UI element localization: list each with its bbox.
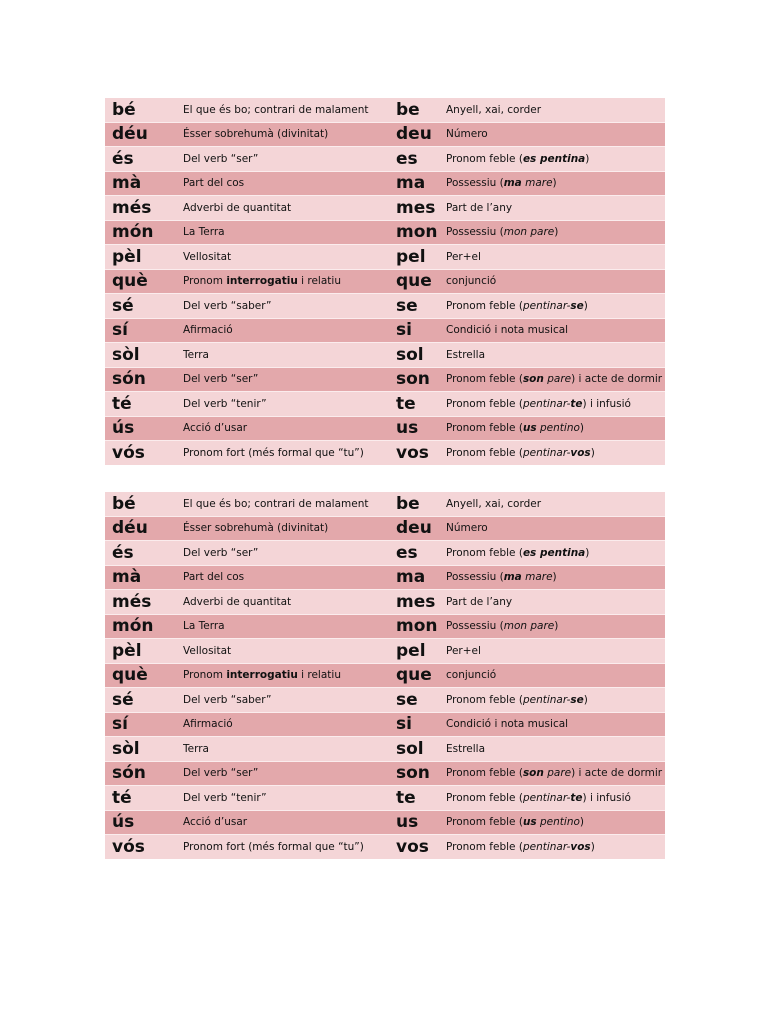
definition-segment: Del verb “ser” bbox=[183, 152, 259, 165]
definition-segment: ) bbox=[590, 840, 595, 853]
definition-segment: El que és bo; contrari de malament bbox=[183, 103, 369, 116]
definition-segment: es pentina bbox=[522, 546, 586, 559]
definition-segment: Pronom feble ( bbox=[446, 767, 523, 780]
definition-segment: son bbox=[522, 767, 544, 780]
unaccented-word-definition bbox=[446, 196, 665, 221]
accented-word-definition bbox=[183, 392, 390, 417]
accented-word: déu bbox=[105, 122, 183, 147]
definition-segment bbox=[523, 547, 585, 559]
definition-segment: ) bbox=[590, 446, 595, 459]
definition-segment: ) bbox=[585, 152, 590, 165]
accented-word-definition bbox=[183, 122, 390, 147]
unaccented-word: vos bbox=[390, 441, 446, 465]
definition-segment: Pronom fort (més formal que “tu”) bbox=[183, 446, 364, 459]
word-pairs-table-1 bbox=[105, 98, 665, 465]
definition-segment: Pronom feble ( bbox=[446, 816, 523, 829]
unaccented-word-definition bbox=[446, 639, 665, 664]
definition-segment: te bbox=[570, 791, 583, 804]
table-row bbox=[105, 220, 665, 245]
definition-segment: Pronom feble ( bbox=[446, 840, 523, 853]
definition-segment: Ésser sobrehumà (divinitat) bbox=[183, 522, 329, 535]
unaccented-word: se bbox=[390, 294, 446, 319]
definition-segment: Possessiu ( bbox=[446, 571, 504, 584]
accented-word: és bbox=[105, 541, 183, 566]
definition-segment: ) i acte de dormir bbox=[571, 767, 663, 780]
unaccented-word: mon bbox=[390, 220, 446, 245]
definition-segment: Adverbi de quantitat bbox=[183, 595, 292, 608]
definition-segment: Pronom feble ( bbox=[446, 446, 523, 459]
unaccented-word: ma bbox=[390, 171, 446, 196]
unaccented-word: es bbox=[390, 541, 446, 566]
unaccented-word: sol bbox=[390, 343, 446, 368]
unaccented-word-definition bbox=[446, 245, 665, 270]
unaccented-word-definition bbox=[446, 712, 665, 737]
definition-segment: interrogatiu bbox=[226, 275, 298, 288]
unaccented-word: se bbox=[390, 688, 446, 713]
accented-word: vós bbox=[105, 835, 183, 859]
definition-segment bbox=[504, 571, 522, 583]
unaccented-word: son bbox=[390, 367, 446, 392]
definition-segment: Per+el bbox=[446, 644, 481, 657]
definition-segment: Pronom feble ( bbox=[446, 299, 523, 312]
unaccented-word: pel bbox=[390, 245, 446, 270]
unaccented-word: us bbox=[390, 810, 446, 835]
accented-word: més bbox=[105, 196, 183, 221]
definition-segment: Pronom feble ( bbox=[446, 546, 523, 559]
unaccented-word-definition bbox=[446, 269, 665, 294]
table-row bbox=[105, 835, 665, 859]
definition-segment: Acció d’usar bbox=[183, 422, 248, 435]
definition-segment: vos bbox=[570, 446, 591, 459]
definition-segment: Possessiu ( bbox=[446, 226, 504, 239]
accented-word: bé bbox=[105, 492, 183, 516]
definition-segment: Condició i nota musical bbox=[446, 324, 569, 337]
definition-segment bbox=[570, 694, 583, 706]
unaccented-word: deu bbox=[390, 516, 446, 541]
unaccented-word-definition bbox=[446, 541, 665, 566]
definition-segment: Ésser sobrehumà (divinitat) bbox=[183, 128, 329, 141]
accented-word-definition bbox=[183, 492, 390, 516]
definition-segment: mare bbox=[521, 571, 553, 584]
accented-word: pèl bbox=[105, 245, 183, 270]
table-row bbox=[105, 663, 665, 688]
unaccented-word-definition bbox=[446, 416, 665, 441]
accented-word-definition bbox=[183, 294, 390, 319]
definition-segment: Pronom bbox=[183, 669, 227, 682]
table-row bbox=[105, 565, 665, 590]
definition-segment: Del verb “ser” bbox=[183, 373, 259, 386]
unaccented-word-definition bbox=[446, 122, 665, 147]
definition-segment: ) bbox=[583, 693, 588, 706]
table-row bbox=[105, 590, 665, 615]
definition-segment: Terra bbox=[183, 348, 209, 361]
definition-segment bbox=[570, 841, 590, 853]
definition-segment: La Terra bbox=[183, 620, 225, 633]
definition-segment: Possessiu ( bbox=[446, 177, 504, 190]
definition-segment: ) bbox=[552, 177, 557, 190]
definition-segment: ma bbox=[503, 571, 522, 584]
table-row bbox=[105, 441, 665, 465]
definition-segment: Pronom feble ( bbox=[446, 373, 523, 386]
accented-word-definition bbox=[183, 220, 390, 245]
definition-segment bbox=[570, 300, 583, 312]
accented-word: sòl bbox=[105, 343, 183, 368]
definition-segment: ) bbox=[579, 422, 585, 435]
unaccented-word: si bbox=[390, 712, 446, 737]
definition-segment: Condició i nota musical bbox=[446, 718, 569, 731]
table-row bbox=[105, 343, 665, 368]
definition-segment: Afirmació bbox=[183, 324, 233, 337]
unaccented-word-definition bbox=[446, 367, 665, 392]
unaccented-word-definition bbox=[446, 614, 665, 639]
accented-word: sé bbox=[105, 688, 183, 713]
definition-segment: Afirmació bbox=[183, 718, 233, 731]
unaccented-word: vos bbox=[390, 835, 446, 859]
definition-segment: Del verb “ser” bbox=[183, 767, 259, 780]
accented-word-definition bbox=[183, 318, 390, 343]
accented-word: pèl bbox=[105, 639, 183, 664]
unaccented-word: mes bbox=[390, 196, 446, 221]
unaccented-word: pel bbox=[390, 639, 446, 664]
table-row bbox=[105, 196, 665, 221]
unaccented-word: ma bbox=[390, 565, 446, 590]
definition-segment: Part de l’any bbox=[446, 201, 513, 214]
definition-segment: Del verb “saber” bbox=[183, 299, 272, 312]
accented-word-definition bbox=[183, 245, 390, 270]
accented-word-definition bbox=[183, 688, 390, 713]
table-row bbox=[105, 98, 665, 122]
unaccented-word: be bbox=[390, 492, 446, 516]
definition-segment: Pronom feble ( bbox=[446, 422, 523, 435]
accented-word: són bbox=[105, 761, 183, 786]
definition-segment bbox=[570, 792, 582, 804]
definition-segment: us bbox=[522, 816, 537, 829]
table-row bbox=[105, 147, 665, 172]
accented-word: mà bbox=[105, 565, 183, 590]
unaccented-word-definition bbox=[446, 171, 665, 196]
definition-segment: mon pare bbox=[503, 620, 555, 633]
unaccented-word-definition bbox=[446, 516, 665, 541]
definition-segment: ma bbox=[503, 177, 522, 190]
table-row bbox=[105, 245, 665, 270]
table-row bbox=[105, 761, 665, 786]
accented-word-definition bbox=[183, 196, 390, 221]
definition-segment: pare bbox=[543, 767, 572, 780]
definition-segment: son bbox=[522, 373, 544, 386]
definition-segment: Estrella bbox=[446, 742, 486, 755]
unaccented-word: que bbox=[390, 663, 446, 688]
definition-segment: Pronom bbox=[183, 275, 227, 288]
definition-segment: pare bbox=[543, 373, 572, 386]
unaccented-word-definition bbox=[446, 810, 665, 835]
accented-word-definition bbox=[183, 416, 390, 441]
accented-word-definition bbox=[183, 516, 390, 541]
definition-segment: ) bbox=[585, 546, 590, 559]
definition-segment: conjunció bbox=[446, 669, 497, 682]
unaccented-word: te bbox=[390, 392, 446, 417]
table-row bbox=[105, 318, 665, 343]
definition-segment: pentinar- bbox=[522, 693, 571, 706]
definition-segment: El que és bo; contrari de malament bbox=[183, 497, 369, 510]
definition-segment: Del verb “saber” bbox=[183, 693, 272, 706]
definition-segment: i relatiu bbox=[297, 669, 341, 682]
definition-segment: Vellositat bbox=[183, 644, 232, 657]
definition-segment: Pronom feble ( bbox=[446, 693, 523, 706]
unaccented-word: sol bbox=[390, 737, 446, 762]
unaccented-word-definition bbox=[446, 565, 665, 590]
definition-segment: Pronom feble ( bbox=[446, 152, 523, 165]
definition-segment: se bbox=[570, 693, 584, 706]
definition-segment: pentinar- bbox=[522, 791, 571, 804]
definition-segment: Vellositat bbox=[183, 250, 232, 263]
definition-segment: Part del cos bbox=[183, 571, 245, 584]
accented-word: són bbox=[105, 367, 183, 392]
definition-segment: Anyell, xai, corder bbox=[446, 497, 542, 510]
definition-segment: Part de l’any bbox=[446, 595, 513, 608]
definition-segment: Per+el bbox=[446, 250, 481, 263]
accented-word-definition bbox=[183, 663, 390, 688]
unaccented-word-definition bbox=[446, 392, 665, 417]
unaccented-word: deu bbox=[390, 122, 446, 147]
accented-word-definition bbox=[183, 639, 390, 664]
accented-word: ús bbox=[105, 416, 183, 441]
unaccented-word: be bbox=[390, 98, 446, 122]
definition-segment: ) i infusió bbox=[582, 791, 631, 804]
unaccented-word-definition bbox=[446, 220, 665, 245]
table-row bbox=[105, 737, 665, 762]
accented-word: sé bbox=[105, 294, 183, 319]
unaccented-word: son bbox=[390, 761, 446, 786]
definition-segment: ) i infusió bbox=[582, 397, 631, 410]
accented-word: món bbox=[105, 220, 183, 245]
definition-segment: Del verb “tenir” bbox=[183, 791, 267, 804]
unaccented-word-definition bbox=[446, 590, 665, 615]
definition-segment: ) bbox=[552, 571, 557, 584]
accented-word-definition bbox=[183, 441, 390, 465]
table-row bbox=[105, 269, 665, 294]
definition-segment: se bbox=[570, 299, 584, 312]
accented-word-definition bbox=[183, 614, 390, 639]
table-row bbox=[105, 541, 665, 566]
accented-word-definition bbox=[183, 810, 390, 835]
accented-word-definition bbox=[183, 367, 390, 392]
accented-word: mà bbox=[105, 171, 183, 196]
table-row bbox=[105, 516, 665, 541]
accented-word: és bbox=[105, 147, 183, 172]
accented-word-definition bbox=[183, 712, 390, 737]
accented-word-definition bbox=[183, 590, 390, 615]
accented-word: sí bbox=[105, 712, 183, 737]
accented-word: ús bbox=[105, 810, 183, 835]
accented-word: bé bbox=[105, 98, 183, 122]
definition-segment: Pronom fort (més formal que “tu”) bbox=[183, 840, 364, 853]
unaccented-word-definition bbox=[446, 441, 665, 465]
definition-segment: Part del cos bbox=[183, 177, 245, 190]
unaccented-word-definition bbox=[446, 786, 665, 811]
definition-segment bbox=[570, 398, 582, 410]
accented-word-definition bbox=[183, 98, 390, 122]
unaccented-word: si bbox=[390, 318, 446, 343]
accented-word: què bbox=[105, 663, 183, 688]
definition-segment: us bbox=[522, 422, 537, 435]
definition-segment: Anyell, xai, corder bbox=[446, 103, 542, 116]
definition-segment: pentino bbox=[536, 816, 580, 829]
definition-segment: es pentina bbox=[522, 152, 586, 165]
definition-segment: Possessiu ( bbox=[446, 620, 504, 633]
table-row bbox=[105, 122, 665, 147]
accented-word-definition bbox=[183, 786, 390, 811]
table-row bbox=[105, 688, 665, 713]
definition-segment bbox=[523, 373, 544, 385]
accented-word-definition bbox=[183, 147, 390, 172]
definition-segment bbox=[523, 422, 537, 434]
definition-segment: pentinar- bbox=[522, 446, 571, 459]
definition-segment: te bbox=[570, 397, 583, 410]
definition-segment: Del verb “tenir” bbox=[183, 397, 267, 410]
table-row bbox=[105, 367, 665, 392]
definition-segment: Terra bbox=[183, 742, 209, 755]
definition-segment: mare bbox=[521, 177, 553, 190]
definition-segment bbox=[570, 447, 590, 459]
table-row bbox=[105, 416, 665, 441]
definition-segment: pentino bbox=[536, 422, 580, 435]
accented-word: té bbox=[105, 392, 183, 417]
definition-segment: ) bbox=[583, 299, 588, 312]
unaccented-word-definition bbox=[446, 761, 665, 786]
table-row bbox=[105, 810, 665, 835]
unaccented-word-definition bbox=[446, 98, 665, 122]
definition-segment: pentinar- bbox=[522, 397, 571, 410]
unaccented-word: que bbox=[390, 269, 446, 294]
unaccented-word-definition bbox=[446, 343, 665, 368]
definition-segment bbox=[523, 816, 537, 828]
definition-segment: La Terra bbox=[183, 226, 225, 239]
accented-word: món bbox=[105, 614, 183, 639]
accented-word-definition bbox=[183, 565, 390, 590]
accented-word: què bbox=[105, 269, 183, 294]
table-row bbox=[105, 171, 665, 196]
accented-word-definition bbox=[183, 269, 390, 294]
accented-word: sòl bbox=[105, 737, 183, 762]
table-row bbox=[105, 392, 665, 417]
definition-segment: ) i acte de dormir bbox=[571, 373, 663, 386]
table-row bbox=[105, 786, 665, 811]
word-pairs-table-2 bbox=[105, 492, 665, 859]
unaccented-word-definition bbox=[446, 737, 665, 762]
unaccented-word-definition bbox=[446, 835, 665, 859]
unaccented-word: es bbox=[390, 147, 446, 172]
accented-word-definition bbox=[183, 541, 390, 566]
definition-segment: Estrella bbox=[446, 348, 486, 361]
definition-segment bbox=[523, 767, 544, 779]
definition-segment: vos bbox=[570, 840, 591, 853]
definition-segment: ) bbox=[554, 226, 559, 239]
accented-word: déu bbox=[105, 516, 183, 541]
unaccented-word-definition bbox=[446, 147, 665, 172]
definition-segment: Número bbox=[446, 522, 488, 535]
accented-word-definition bbox=[183, 171, 390, 196]
accented-word-definition bbox=[183, 343, 390, 368]
definition-segment: Pronom feble ( bbox=[446, 397, 523, 410]
definition-segment: Pronom feble ( bbox=[446, 791, 523, 804]
unaccented-word-definition bbox=[446, 492, 665, 516]
definition-segment: Adverbi de quantitat bbox=[183, 201, 292, 214]
accented-word-definition bbox=[183, 835, 390, 859]
table-row bbox=[105, 492, 665, 516]
definition-segment: Del verb “ser” bbox=[183, 546, 259, 559]
definition-segment: Acció d’usar bbox=[183, 816, 248, 829]
definition-segment: ) bbox=[579, 816, 585, 829]
unaccented-word: mon bbox=[390, 614, 446, 639]
definition-segment: pentinar- bbox=[522, 299, 571, 312]
unaccented-word-definition bbox=[446, 663, 665, 688]
table-row bbox=[105, 712, 665, 737]
definition-segment bbox=[504, 177, 522, 189]
table-row bbox=[105, 614, 665, 639]
definition-segment: pentinar- bbox=[522, 840, 571, 853]
unaccented-word: us bbox=[390, 416, 446, 441]
unaccented-word: te bbox=[390, 786, 446, 811]
accented-word-definition bbox=[183, 761, 390, 786]
definition-segment: mon pare bbox=[503, 226, 555, 239]
table-row bbox=[105, 294, 665, 319]
definition-segment: Número bbox=[446, 128, 488, 141]
unaccented-word: mes bbox=[390, 590, 446, 615]
unaccented-word-definition bbox=[446, 294, 665, 319]
unaccented-word-definition bbox=[446, 318, 665, 343]
accented-word: vós bbox=[105, 441, 183, 465]
unaccented-word-definition bbox=[446, 688, 665, 713]
definition-segment: i relatiu bbox=[297, 275, 341, 288]
accented-word-definition bbox=[183, 737, 390, 762]
definition-segment: interrogatiu bbox=[226, 669, 298, 682]
accented-word: més bbox=[105, 590, 183, 615]
definition-segment: ) bbox=[554, 620, 559, 633]
definition-segment: conjunció bbox=[446, 275, 497, 288]
accented-word: sí bbox=[105, 318, 183, 343]
definition-segment bbox=[523, 153, 585, 165]
accented-word: té bbox=[105, 786, 183, 811]
table-row bbox=[105, 639, 665, 664]
